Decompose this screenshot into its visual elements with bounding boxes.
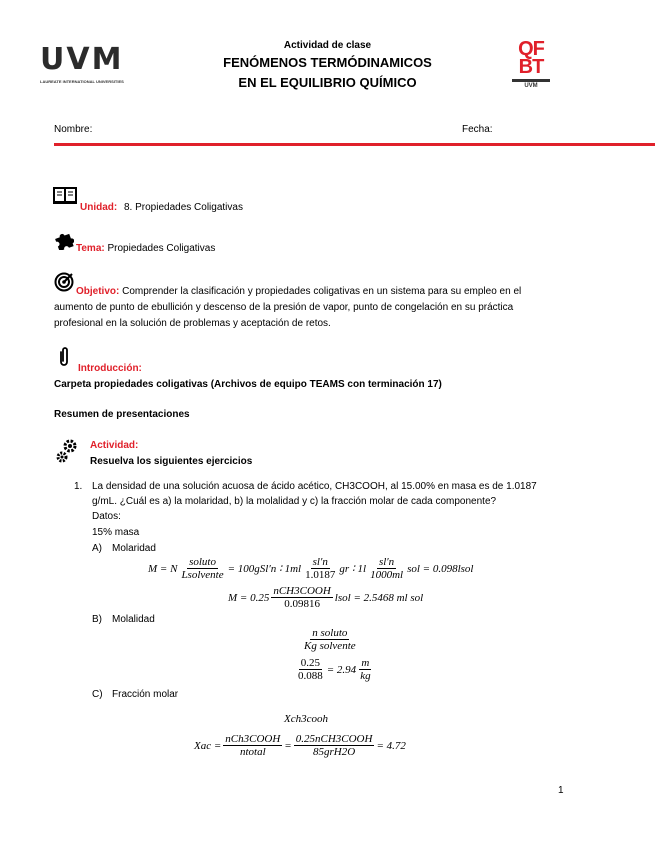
eq-b2-den: 0.088 [298, 670, 323, 682]
header-title-line1: FENÓMENOS TERMÓDINAMICOS [223, 55, 432, 70]
eq-m1-mid1: = 100gSl′n ∶ 1ml [227, 563, 302, 575]
objetivo-text1: Comprender la clasificación y propiedades coligativas en un sistema para su empleo en el [122, 286, 522, 297]
eq-c-end: = 4.72 [376, 739, 406, 752]
eq-c-f1-den: ntotal [239, 746, 266, 758]
unidad-label: Unidad: [80, 202, 118, 213]
actividad-label: Actividad: [90, 440, 139, 451]
eq-b2-num: 0.25 [300, 657, 320, 669]
qfbt-logo-bottom: BT [518, 56, 544, 78]
actividad-instruction: Resuelva los siguientes ejercicios [90, 456, 253, 467]
eq-m1-mid2: gr ∶ 1l [339, 563, 367, 575]
part-c-title: Fracción molar [112, 689, 179, 700]
exercise-line2: g/mL. ¿Cuál es a) la molaridad, b) la molalidad y c) la fracción molar de cada componente? [92, 496, 497, 507]
equation-molfraction [194, 733, 406, 758]
eq-c-eq: = [284, 739, 292, 752]
introduccion-label: Introducción: [78, 363, 142, 374]
eq-m2-num: nCH3COOH [273, 585, 331, 597]
eq-m1-f2-den: 1.0187 [305, 569, 336, 581]
equation-molarity-1 [148, 556, 473, 581]
eq-m1-f3-den: 1000ml [370, 569, 404, 581]
paperclip-icon [58, 346, 70, 373]
eq-m1-frac1 [179, 556, 225, 581]
tema-row [76, 243, 215, 254]
eq-m1-frac3 [368, 556, 405, 581]
qfbt-logo-caption: UVM [524, 83, 538, 89]
target-icon [54, 272, 74, 297]
equation-molality-1 [300, 627, 360, 652]
uvm-logo-text: UVM [40, 42, 124, 77]
eq-b2-mid: = 2.94 [326, 663, 357, 676]
part-a-label: A) [92, 543, 102, 554]
header-activity-label: Actividad de clase [283, 40, 372, 51]
eq-c-f2-num: 0.25nCH3COOH [295, 733, 373, 745]
qfbt-logo-top: QF [518, 38, 544, 60]
exercise-line1: La densidad de una solución acuosa de ácido acético, CH3COOH, al 15.00% en masa es de 1.0187 [92, 481, 537, 492]
eq-b2-unit [358, 657, 372, 682]
header-title-line2: EN EL EQUILIBRIO QUÍMICO [238, 75, 417, 90]
objetivo-label: Objetivo: [76, 286, 120, 297]
page-number: 1 [558, 785, 564, 796]
eq-m2-den: 0.09816 [284, 598, 320, 610]
equation-molfraction-label: Xch3cooh [284, 713, 328, 725]
introduccion-carpeta: Carpeta propiedades coligativas (Archivos de equipo TEAMS con terminación 17) [54, 379, 442, 390]
eq-b1-den: Kg solvente [304, 640, 356, 652]
eq-b2-frac [296, 657, 325, 682]
eq-b2-unit-den: kg [360, 670, 371, 682]
introduccion-resumen: Resumen de presentaciones [54, 409, 190, 420]
eq-b1-frac [302, 627, 358, 652]
exercise-datos: Datos: [92, 511, 121, 522]
eq-m2-frac [271, 585, 332, 610]
fecha-label: Fecha: [462, 124, 493, 135]
nombre-label: Nombre: [54, 124, 93, 135]
eq-m2-lhs: M = 0.25 [228, 591, 270, 604]
equation-molality-2 [294, 657, 375, 682]
eq-m2-end: lsol = 2.5468 ml sol [334, 591, 424, 604]
eq-b2-unit-num: m [361, 657, 370, 669]
eq-c-frac1 [223, 733, 282, 758]
header-divider [54, 143, 655, 146]
part-b-label: B) [92, 614, 102, 625]
exercise-masa: 15% masa [92, 527, 140, 538]
equation-molarity-2 [228, 585, 423, 610]
part-b-title: Molalidad [112, 614, 155, 625]
eq-c-f2-den: 85grH2O [313, 746, 356, 758]
uvm-logo-subtitle: LAUREATE INTERNATIONAL UNIVERSITIES [40, 79, 124, 84]
unidad-row [80, 202, 243, 213]
unidad-value: 8. Propiedades Coligativas [124, 202, 243, 213]
tema-value: Propiedades Coligativas [107, 243, 216, 254]
eq-m1-frac2 [303, 556, 337, 581]
eq-m1-f1-den: Lsolvente [181, 569, 224, 581]
objetivo-text3: profesional en la solución de problemas y aceptación de retos. [54, 318, 331, 329]
eq-c-f1-num: nCh3COOH [225, 733, 281, 745]
gears-icon [56, 438, 78, 469]
eq-m1-f3-num: sl′n [378, 556, 395, 568]
tema-label: Tema: [76, 243, 105, 254]
eq-b1-num: n soluto [312, 627, 348, 639]
qfbt-logo [506, 40, 556, 102]
part-c-label: C) [92, 689, 103, 700]
eq-c-frac2 [294, 733, 375, 758]
qfbt-logo-bar [512, 79, 550, 82]
eq-m1-end: sol = 0.098lsol [407, 562, 474, 575]
objetivo-text2: aumento de punto de ebullición y descenso de la presión de vapor, punto de congelación en su práctica [54, 302, 514, 313]
part-a-title: Molaridad [112, 543, 156, 554]
eq-m1-lhs: M = N [148, 562, 178, 575]
exercise-number: 1. [74, 481, 83, 492]
eq-m1-f2-num: sl′n [312, 556, 328, 568]
eq-m1-f1-num: soluto [189, 556, 216, 568]
book-icon [53, 187, 77, 210]
puzzle-icon [54, 230, 74, 255]
objetivo-line1 [76, 286, 521, 297]
eq-c-lhs: Xac = [194, 739, 222, 752]
